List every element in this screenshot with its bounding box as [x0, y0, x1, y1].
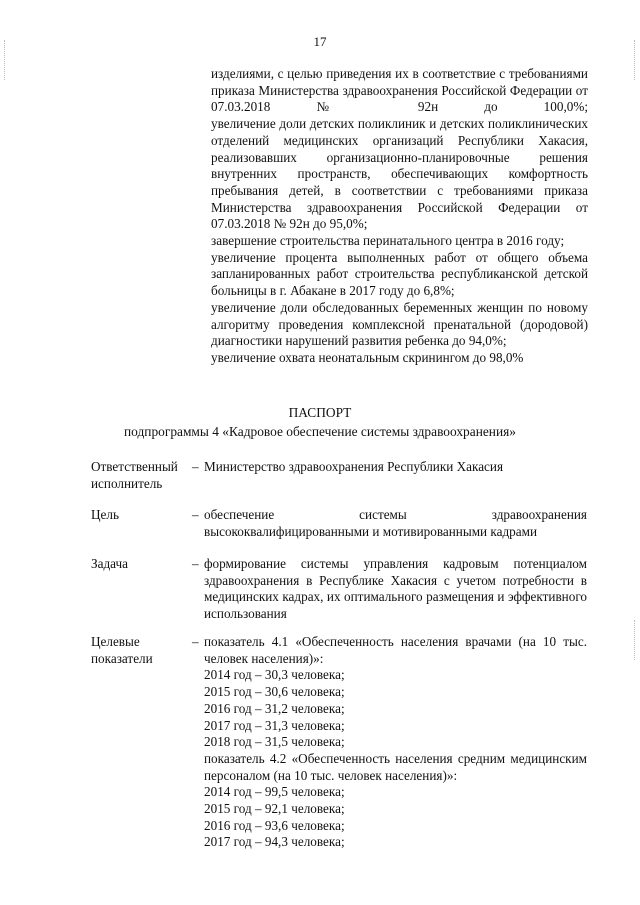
continued-indicators [211, 66, 588, 367]
indicator-paragraph: изделиями, с целью приведения их в соответствие с требованиями приказа Министерства здравоохранения Российской Федерации от 07.03.2018 № 92н до 100,0%; [211, 66, 588, 115]
right-margin-mark-2 [634, 620, 636, 660]
row-value [204, 556, 587, 623]
target-line: 2017 год – 94,3 человека; [204, 834, 345, 850]
indicator-paragraph: увеличение доли детских поликлиник и детских поликлинических отделений медицинских организаций Республики Хакасия, реализовавших организационно-планировочные решения внутренних пространств, обеспечивающих комфортность пребывания детей, в соответствии с требованиями приказа Министерства здравоохранения Российской Федерации от 07.03.2018 № 92н до 95,0%; [211, 116, 588, 232]
page-number: 17 [313, 34, 327, 49]
row-dash: – [192, 634, 199, 649]
passport-title: ПАСПОРТ [288, 405, 352, 420]
indicator-paragraph: завершение строительства перинатального центра в 2016 году; [211, 233, 565, 249]
indicator-paragraph: увеличение охвата неонатальным скринингом до 98,0% [211, 349, 524, 365]
row-label: Цель [91, 507, 119, 522]
row-value-text: Министерство здравоохранения Республики Хакасия [204, 459, 504, 474]
row-label: Целевые показатели [91, 634, 153, 666]
indicator-paragraph: увеличение доли обследованных беременных женщин по новому алгоритму проведения комплексной пренатальной (дородовой) диагностики нарушений развития ребенка до 94,0%; [211, 299, 588, 349]
passport-subtitle: подпрограммы 4 «Кадровое обеспечение системы здравоохранения» [123, 424, 516, 439]
row-value [204, 459, 587, 476]
row-dash: – [192, 507, 199, 522]
row-value [204, 634, 587, 851]
target-line: 2018 год – 31,5 человека; [204, 734, 345, 750]
target-line: 2014 год – 30,3 человека; [204, 667, 345, 683]
row-label: Ответственный исполнитель [91, 459, 178, 491]
target-line: 2015 год – 30,6 человека; [204, 684, 345, 700]
target-line: 2016 год – 93,6 человека; [204, 817, 345, 833]
row-value-text: обеспечение системы здравоохранения высококвалифицированными и мотивированными кадрами [204, 507, 587, 539]
row-dash: – [192, 556, 199, 571]
target-line: показатель 4.2 «Обеспеченность населения средним медицинским персоналом (на 10 тыс. человек населения)»: [204, 750, 587, 783]
indicator-paragraph: увеличение процента выполненных работ от общего объема запланированных работ строительства республиканской детской больницы в г. Абакане в 2017 году до 6,8%; [211, 249, 588, 299]
target-line: 2015 год – 92,1 человека; [204, 801, 345, 817]
row-dash: – [192, 459, 199, 474]
row-value-text: формирование системы управления кадровым потенциалом здравоохранения в Республике Хакасия с учетом потребности в медицинских кадрах, их оптимального размещения и эффективного использования [204, 556, 587, 622]
row-label: Задача [91, 556, 128, 571]
target-line: 2017 год – 31,3 человека; [204, 717, 345, 733]
target-line: показатель 4.1 «Обеспеченность населения врачами (на 10 тыс. человек населения)»: [204, 634, 587, 666]
row-value [204, 507, 587, 540]
target-line: 2014 год – 99,5 человека; [204, 784, 345, 800]
target-line: 2016 год – 31,2 человека; [204, 700, 345, 716]
